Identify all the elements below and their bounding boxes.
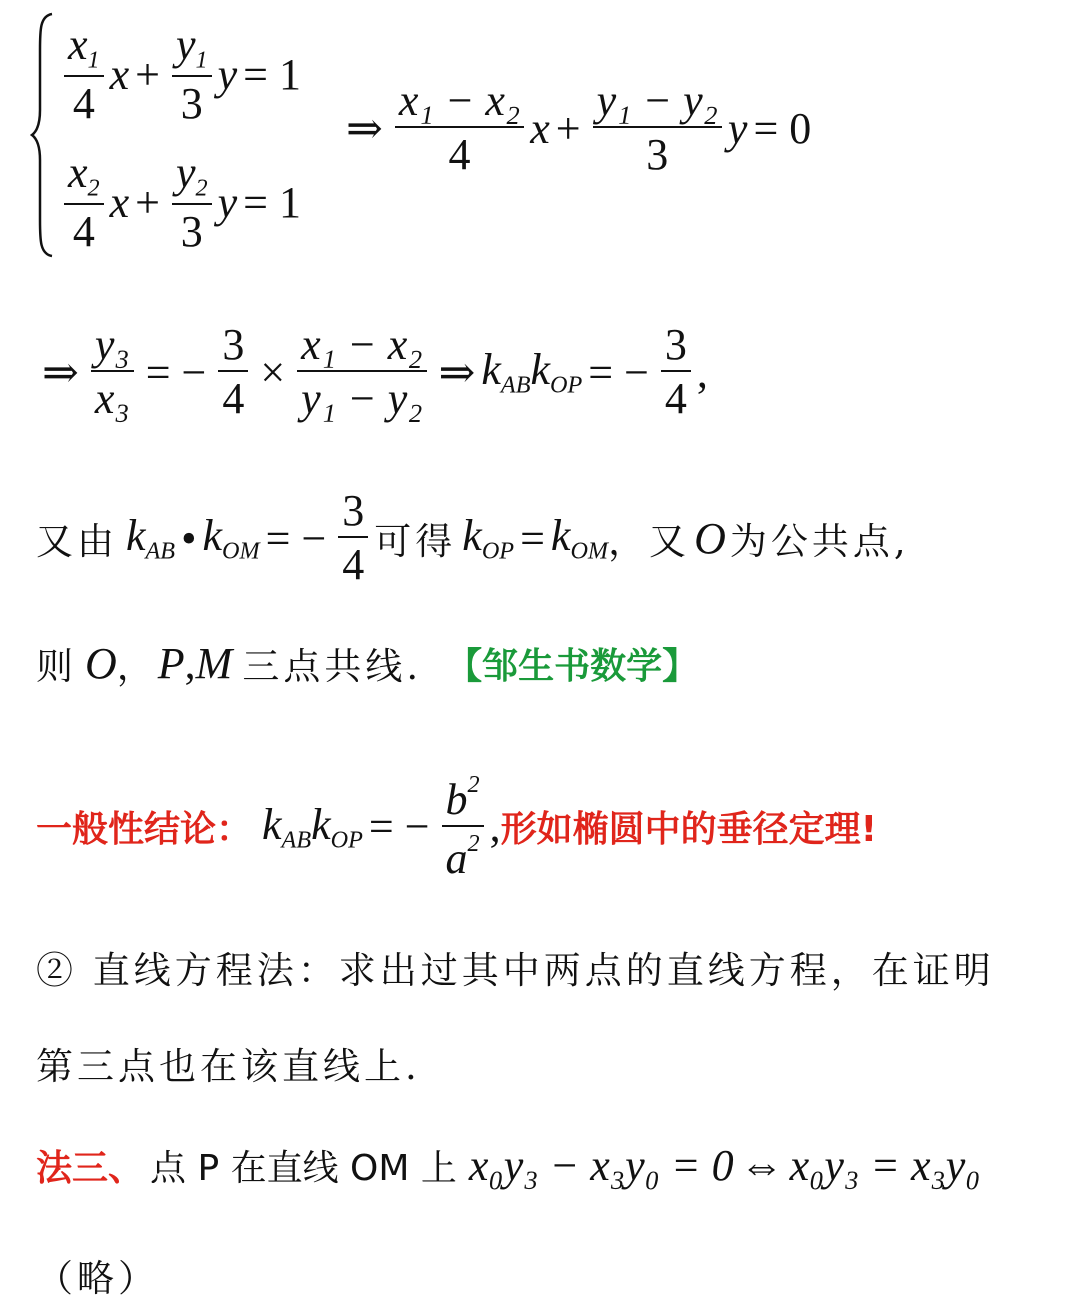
text: ， xyxy=(116,645,158,688)
text: 又由 xyxy=(36,520,118,564)
times-sign: × xyxy=(260,347,286,397)
comma: , xyxy=(184,638,196,688)
plus-sign: + xyxy=(555,103,581,153)
implies-arrow: ⇒ xyxy=(438,347,476,397)
slope-kom: $k_{OM}$ xyxy=(550,511,609,565)
equation-system xyxy=(30,10,370,260)
fraction: $\frac{3}{4}$ xyxy=(661,322,691,422)
text: ，又 xyxy=(608,520,691,564)
conclusion-label: 一般性结论： xyxy=(36,809,253,851)
implication-1 xyxy=(340,78,817,178)
fraction: $\frac{3}{4}$ xyxy=(338,488,368,588)
equals-minus: = − xyxy=(588,347,649,397)
var-x: x xyxy=(530,103,550,153)
equals-sign: = xyxy=(520,513,545,563)
expression: x₀y₃ − x₃y₀ = 0 xyxy=(468,1141,734,1190)
fraction: $\frac{x_1}{4}$ xyxy=(64,22,104,127)
var-x: x xyxy=(109,178,130,228)
dot-operator: • xyxy=(181,513,197,563)
rhs: = 1 xyxy=(243,50,301,100)
fraction: $\frac{3}{4}$ xyxy=(218,322,248,422)
iff-arrow: ⇔ xyxy=(739,1141,784,1190)
equation-line-2 xyxy=(58,150,307,255)
method-three-line xyxy=(36,1140,981,1191)
fraction: $\frac{b^2}{a^2}$ xyxy=(442,772,484,882)
var-y: y xyxy=(217,50,238,100)
brand-label: 【邹生书数学】 xyxy=(446,645,699,687)
text: ② 直线方程法：求出过其中两点的直线方程，在证明 xyxy=(36,949,995,992)
statement-line-4 xyxy=(36,636,698,690)
var-x: x xyxy=(109,50,130,100)
equals-minus: = − xyxy=(265,513,327,563)
implication-2 xyxy=(36,322,708,422)
implies-arrow: ⇒ xyxy=(346,103,383,153)
text: 点 P 在直线 OM 上 xyxy=(150,1148,457,1189)
point-p: P xyxy=(157,638,185,688)
conclusion-tail: 形如椭圆中的垂径定理! xyxy=(500,809,878,851)
fraction: $\frac{\text{y₁ − y₂}}{3}$ xyxy=(593,78,722,178)
slope-kab: $k_{AB}$ xyxy=(126,511,176,565)
rhs: = 1 xyxy=(243,178,301,228)
text: 第三点也在该直线上. xyxy=(36,1045,421,1088)
fraction: $\frac{x_2}{4}$ xyxy=(64,150,104,255)
fraction: $\frac{y_2}{3}$ xyxy=(172,150,212,255)
point-o: O xyxy=(694,513,726,563)
plus-sign: + xyxy=(135,178,160,228)
method-three-label: 法三、 xyxy=(36,1148,145,1189)
equals-minus: = − xyxy=(145,347,207,397)
text: （略） xyxy=(36,1257,159,1300)
left-brace xyxy=(30,10,56,260)
method-two-line-cont xyxy=(36,1036,421,1090)
method-two-line xyxy=(36,940,995,994)
omitted-note xyxy=(36,1248,159,1302)
slope-product: $k_{AB}k_{OP}$ xyxy=(481,345,583,399)
statement-line-3 xyxy=(36,488,910,588)
slope-kop: $k_{OP}$ xyxy=(462,511,515,565)
plus-sign: + xyxy=(135,50,160,100)
fraction: $\frac{\text{y₃}}{\text{x₃}}$ xyxy=(91,322,134,422)
slope-product: $k_{AB}k_{OP}$ xyxy=(262,800,363,854)
fraction: $\frac{\text{x₁ − x₂}}{\text{y₁ − y₂}}$ xyxy=(297,322,426,422)
implies-arrow: ⇒ xyxy=(42,347,79,397)
text: 为公共点, xyxy=(729,520,910,564)
general-conclusion xyxy=(36,772,877,882)
fraction: $\frac{\text{x₁ − x₂}}{4}$ xyxy=(395,78,524,178)
point-o: O xyxy=(85,638,117,688)
text: 可得 xyxy=(374,520,457,564)
comma: , xyxy=(489,802,501,852)
comma: , xyxy=(696,347,708,397)
expression: x₀y₃ = x₃y₀ xyxy=(789,1141,981,1190)
fraction: $\frac{y_1}{3}$ xyxy=(172,22,212,127)
var-y: y xyxy=(217,178,238,228)
rhs: = 0 xyxy=(753,103,812,153)
equals-minus: = − xyxy=(368,802,430,852)
var-y: y xyxy=(727,103,748,153)
text: 三点共线. xyxy=(242,645,423,688)
text: 则 xyxy=(36,645,77,688)
slope-kom: $k_{OM}$ xyxy=(202,511,260,565)
equation-line-1 xyxy=(58,22,307,127)
point-m: M xyxy=(195,638,233,688)
